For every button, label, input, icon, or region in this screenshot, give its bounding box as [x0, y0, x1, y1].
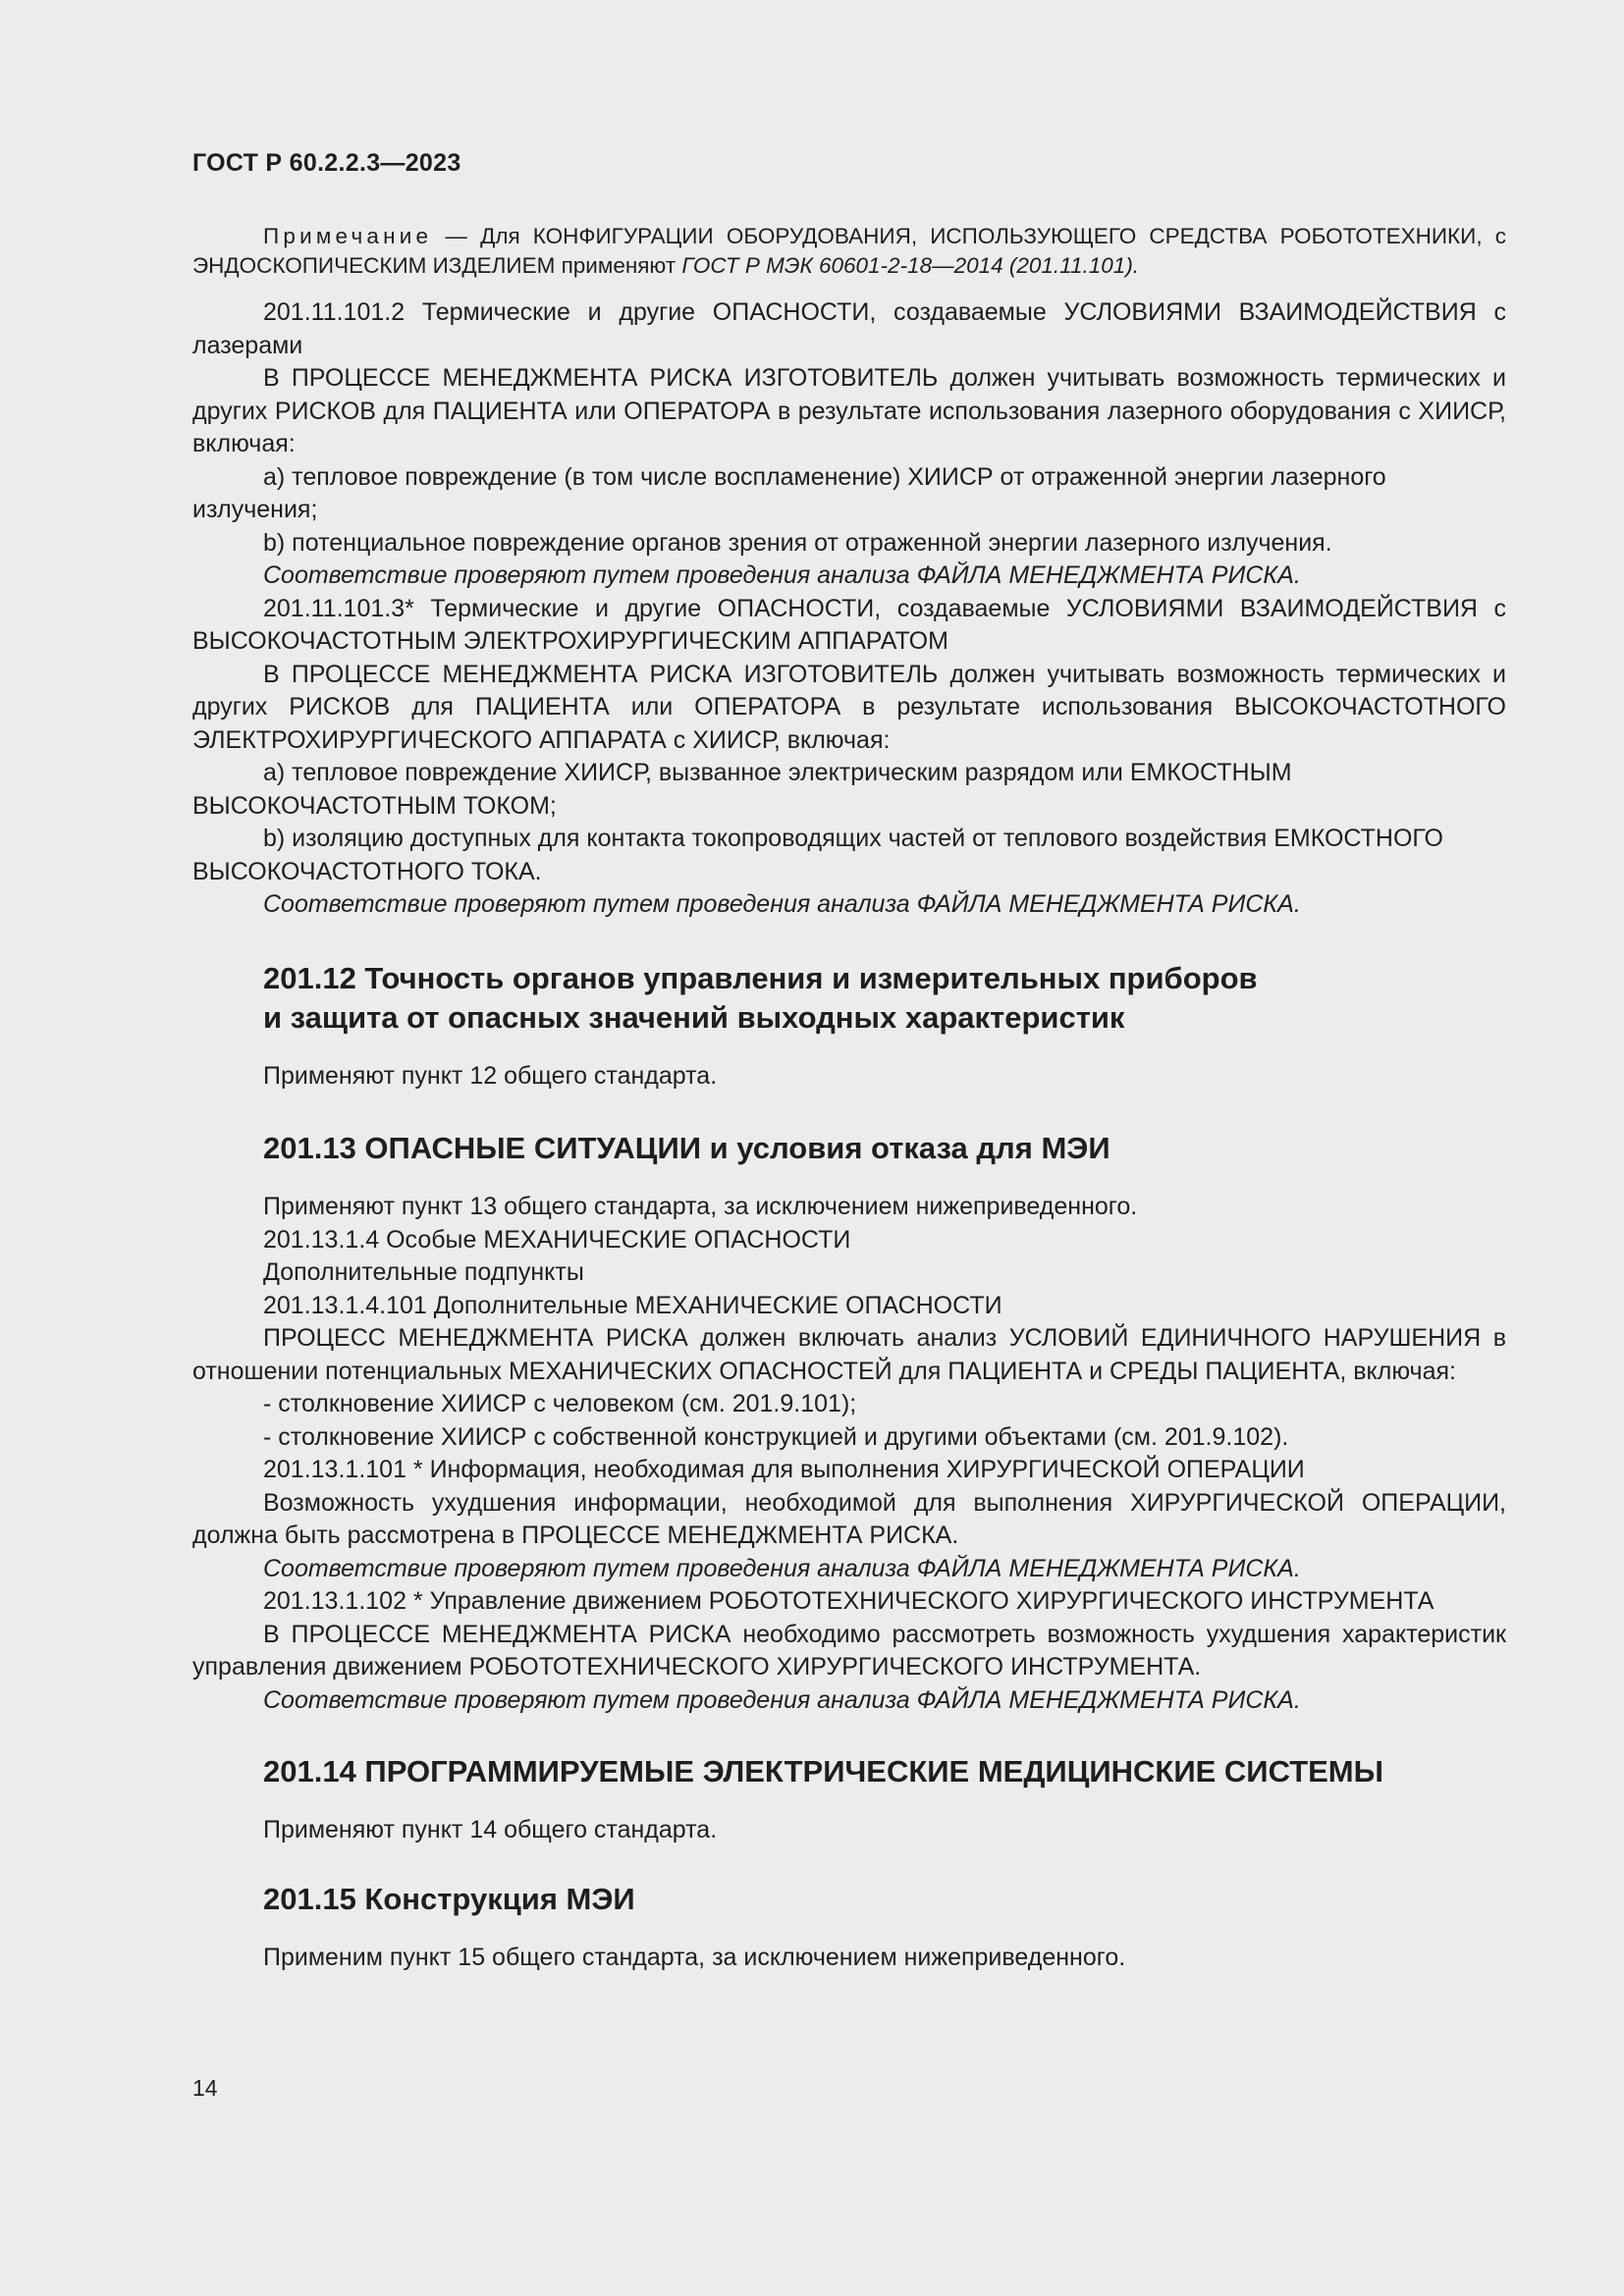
document-code-header: ГОСТ Р 60.2.2.3—2023: [192, 149, 461, 177]
note-text: — Для КОНФИГУРАЦИИ ОБОРУДОВАНИЯ, ИСПОЛЬЗУЮЩЕГО СРЕДСТВА РОБОТОТЕХНИКИ, с ЭНДОСКОПИЧЕСКИМ ИЗДЕЛИЕМ применяют: [192, 224, 1506, 278]
section-201-12-text: Применяют пункт 12 общего стандарта.: [263, 1061, 718, 1090]
dash-item-collision-objects: - столкновение ХИИСР с собственной конструкцией и другими объектами (см. 201.9.102).: [263, 1422, 1289, 1451]
clause-201-11-101-3-item-b: b) изоляцию доступных для контакта токопроводящих частей от теплового воздействия ЕМКОСТНОГО ВЫСОКОЧАСТОТНОГО ТОКА.: [192, 825, 1444, 885]
section-201-13-text: Применяют пункт 13 общего стандарта, за исключением нижеприведенного.: [263, 1193, 1138, 1220]
section-201-13-heading: 201.13 ОПАСНЫЕ СИТУАЦИИ и условия отказа для МЭИ: [263, 1131, 1110, 1165]
section-201-14-text: Применяют пункт 14 общего стандарта.: [263, 1816, 718, 1843]
clause-201-11-101-2-item-a: a) тепловое повреждение (в том числе воспламенение) ХИИСР от отраженной энергии лазерного излучения;: [192, 462, 1386, 523]
clause-201-13-1-101-text: Возможность ухудшения информации, необходимой для выполнения ХИРУРГИЧЕСКОЙ ОПЕРАЦИИ, должна быть рассмотрена в ПРОЦЕССЕ МЕНЕДЖМЕНТА РИСКА.: [192, 1488, 1506, 1549]
clause-201-13-1-101-compliance: Соответствие проверяют путем проведения анализа ФАЙЛА МЕНЕДЖМЕНТА РИСКА.: [263, 1554, 1301, 1582]
page-number: 14: [192, 2075, 218, 2101]
clause-201-11-101-3-intro: В ПРОЦЕССЕ МЕНЕДЖМЕНТА РИСКА ИЗГОТОВИТЕЛЬ должен учитывать возможность термических и других РИСКОВ для ПАЦИЕНТА или ОПЕРАТОРА в результате использования ВЫСОКОЧАСТОТНОГО ЭЛЕКТРОХИРУРГИЧЕСКОГО АППАРАТА с ХИИСР, включая:: [192, 660, 1506, 754]
clause-201-11-101-2-item-b: b) потенциальное повреждение органов зрения от отраженной энергии лазерного излучения.: [263, 528, 1332, 557]
section-201-14-heading: 201.14 ПРОГРАММИРУЕМЫЕ ЭЛЕКТРИЧЕСКИЕ МЕДИЦИНСКИЕ СИСТЕМЫ: [263, 1754, 1383, 1789]
clause-201-13-1-102-text: В ПРОЦЕССЕ МЕНЕДЖМЕНТА РИСКА необходимо рассмотреть возможность ухудшения характеристик управления движением РОБОТОТЕХНИЧЕСКОГО ХИРУРГИЧЕСКОГО ИНСТРУМЕНТА.: [192, 1620, 1506, 1681]
clause-201-11-101-3-compliance: Соответствие проверяют путем проведения анализа ФАЙЛА МЕНЕДЖМЕНТА РИСКА.: [263, 890, 1301, 918]
note-label: Примечание: [263, 224, 433, 248]
clause-201-11-101-3-item-a: a) тепловое повреждение ХИИСР, вызванное электрическим разрядом или ЕМКОСТНЫМ ВЫСОКОЧАСТОТНЫМ ТОКОМ;: [192, 759, 1292, 820]
clause-201-13-1-4-101-text: ПРОЦЕСС МЕНЕДЖМЕНТА РИСКА должен включать анализ УСЛОВИЙ ЕДИНИЧНОГО НАРУШЕНИЯ в отношении потенциальных МЕХАНИЧЕСКИХ ОПАСНОСТЕЙ для ПАЦИЕНТА и СРЕДЫ ПАЦИЕНТА, включая:: [192, 1324, 1506, 1385]
note-paragraph: [192, 222, 1506, 281]
note-reference: ГОСТ Р МЭК 60601-2-18—2014 (201.11.101).: [681, 253, 1140, 278]
section-201-12-heading-line2: и защита от опасных значений выходных характеристик: [263, 999, 1125, 1035]
clause-201-13-1-102-compliance: Соответствие проверяют путем проведения анализа ФАЙЛА МЕНЕДЖМЕНТА РИСКА.: [263, 1685, 1301, 1714]
clause-201-11-101-3-title: 201.11.101.3* Термические и другие ОПАСНОСТИ, создаваемые УСЛОВИЯМИ ВЗАИМОДЕЙСТВИЯ с ВЫСОКОЧАСТОТНЫМ ЭЛЕКТРОХИРУРГИЧЕСКИМ АППАРАТОМ: [192, 594, 1506, 655]
clause-201-11-101-2-compliance: Соответствие проверяют путем проведения анализа ФАЙЛА МЕНЕДЖМЕНТА РИСКА.: [263, 561, 1301, 589]
document-body: [192, 222, 1506, 1974]
section-201-15-heading: 201.15 Конструкция МЭИ: [263, 1881, 635, 1916]
clause-201-11-101-2-title: 201.11.101.2 Термические и другие ОПАСНОСТИ, создаваемые УСЛОВИЯМИ ВЗАИМОДЕЙСТВИЯ с лазерами: [192, 298, 1506, 359]
clause-201-13-1-102: 201.13.1.102 * Управление движением РОБОТОТЕХНИЧЕСКОГО ХИРУРГИЧЕСКОГО ИНСТРУМЕНТА: [263, 1587, 1435, 1615]
clause-201-13-1-101: 201.13.1.101 * Информация, необходимая для выполнения ХИРУРГИЧЕСКОЙ ОПЕРАЦИИ: [263, 1456, 1305, 1483]
clause-201-13-1-4-101: 201.13.1.4.101 Дополнительные МЕХАНИЧЕСКИЕ ОПАСНОСТИ: [263, 1291, 1002, 1319]
dash-item-collision-person: - столкновение ХИИСР с человеком (см. 201.9.101);: [263, 1390, 857, 1417]
clause-201-13-1-4: 201.13.1.4 Особые МЕХАНИЧЕСКИЕ ОПАСНОСТИ: [263, 1225, 851, 1254]
clause-201-11-101-2-intro: В ПРОЦЕССЕ МЕНЕДЖМЕНТА РИСКА ИЗГОТОВИТЕЛЬ должен учитывать возможность термических и других РИСКОВ для ПАЦИЕНТА или ОПЕРАТОРА в результате использования лазерного оборудования с ХИИСР, включая:: [192, 364, 1506, 457]
section-201-12-heading-line1: 201.12 Точность органов управления и измерительных приборов: [263, 960, 1258, 995]
section-201-12-heading: [192, 959, 1506, 1038]
additional-subclauses-label: Дополнительные подпункты: [263, 1258, 584, 1286]
section-201-15-text: Применим пункт 15 общего стандарта, за исключением нижеприведенного.: [263, 1943, 1126, 1971]
